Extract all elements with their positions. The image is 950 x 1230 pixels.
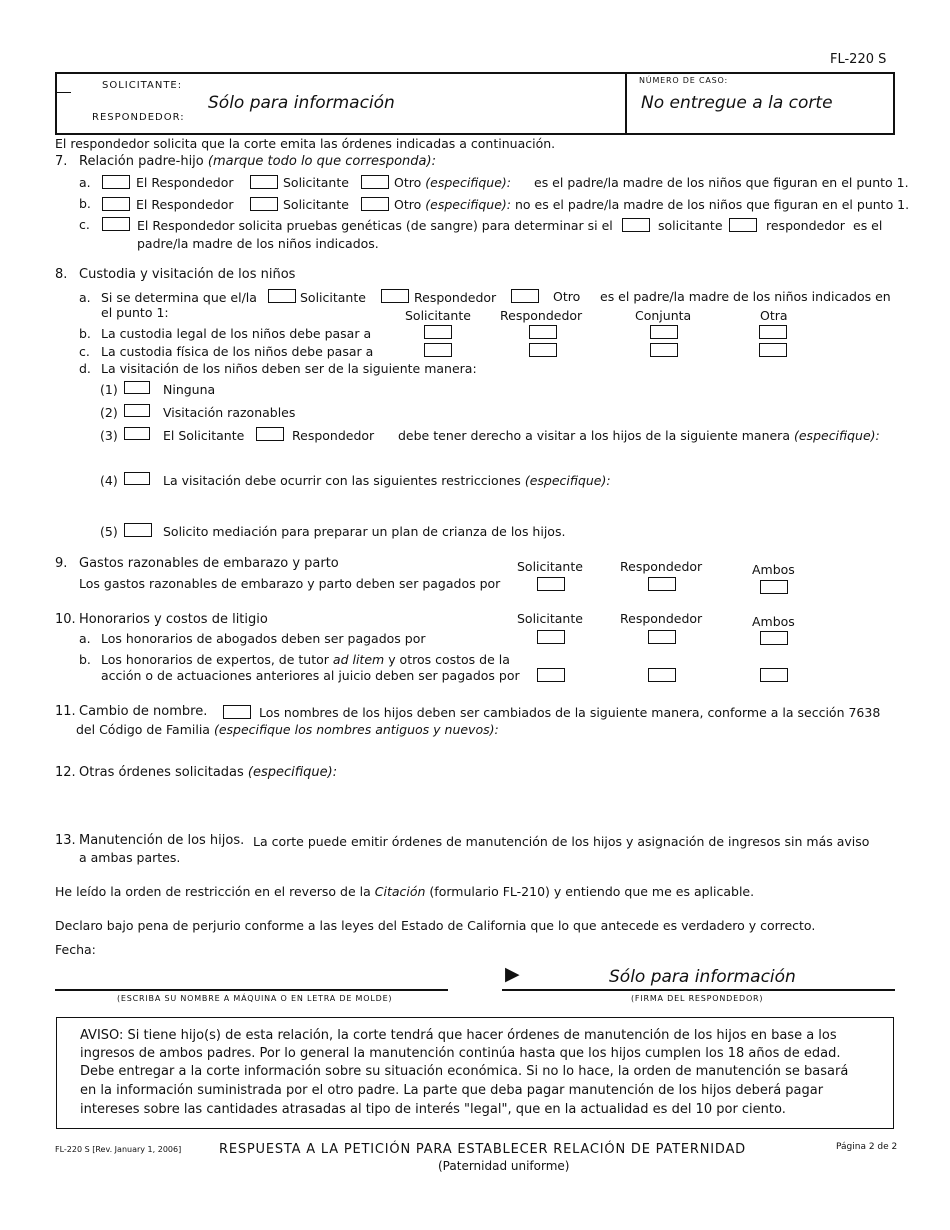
- s8-col-other: Otra: [760, 308, 788, 323]
- s11-text-line2: del Código de Familia (especifique los nombres antiguos y nuevos):: [76, 722, 499, 737]
- s10-number: 10.: [55, 612, 76, 627]
- s8-col-petitioner: Solicitante: [405, 308, 471, 323]
- s8b-text: La custodia legal de los niños debe pasar a: [101, 326, 372, 341]
- s9-col-petitioner: Solicitante: [517, 559, 583, 574]
- s8c-text: La custodia física de los niños debe pasar a: [101, 344, 374, 359]
- s8a-text3: el punto 1:: [101, 305, 169, 320]
- read-statement: He leído la orden de restricción en el reverso de la Citación (formulario FL-210) y entiendo que me es aplicable.: [55, 884, 755, 899]
- s8a-other-checkbox[interactable]: [511, 289, 539, 303]
- s7a-letter: a.: [79, 175, 91, 190]
- s10-col-respondent: Respondedor: [620, 611, 703, 626]
- s8d3-number: (3): [100, 428, 118, 443]
- s7b-other-checkbox[interactable]: [361, 197, 389, 211]
- s8c-letter: c.: [79, 344, 90, 359]
- s8a-text2: es el padre/la madre de los niños indicados en: [600, 289, 891, 304]
- intro-text: El respondedor solicita que la corte emita las órdenes indicadas a continuación.: [55, 136, 556, 151]
- s12-number: 12.: [55, 765, 76, 780]
- s8b-joint-checkbox[interactable]: [650, 325, 678, 339]
- s10-col-both: Ambos: [752, 614, 795, 629]
- s8a-text: Si se determina que el/la: [101, 290, 257, 305]
- notice-line-1: AVISO: Si tiene hijo(s) de esta relación, la corte tendrá que hacer órdenes de manutención de los hijos en base a los: [80, 1028, 837, 1043]
- s11-text: Los nombres de los hijos deben ser cambiados de la siguiente manera, conforme a la sección 7638: [259, 705, 881, 720]
- s7a-petitioner-checkbox[interactable]: [250, 175, 278, 189]
- s8b-petitioner-checkbox[interactable]: [424, 325, 452, 339]
- s10a-text: Los honorarios de abogados deben ser pagados por: [101, 631, 426, 646]
- s7c-letter: c.: [79, 217, 90, 232]
- s7c-petitioner-label: solicitante: [658, 218, 723, 233]
- declaration-text: Declaro bajo pena de perjurio conforme a las leyes del Estado de California que lo que antecede es verdadero y correcto.: [55, 918, 816, 933]
- s7b-petitioner-checkbox[interactable]: [250, 197, 278, 211]
- s10b-respondent-checkbox[interactable]: [648, 668, 676, 682]
- s8d2-text: Visitación razonables: [163, 405, 296, 420]
- petitioner-label: SOLICITANTE:: [102, 80, 183, 91]
- s7c-respondent-label: respondedor: [766, 218, 845, 233]
- s8a-petitioner-label: Solicitante: [300, 290, 366, 305]
- s8-title: Custodia y visitación de los niños: [79, 267, 296, 282]
- notice-line-3: Debe entregar a la corte información sobre su situación económica. Si no lo hace, la orden de manutención se basará: [80, 1064, 849, 1079]
- s7b-text: no es el padre/la madre de los niños que figuran en el punto 1.: [515, 197, 910, 212]
- s9-respondent-checkbox[interactable]: [648, 577, 676, 591]
- s7-number: 7.: [55, 154, 68, 169]
- s13-text: La corte puede emitir órdenes de manutención de los hijos y asignación de ingresos sin más aviso: [253, 834, 870, 849]
- s7c-genetic-test-checkbox[interactable]: [102, 217, 130, 231]
- s9-both-checkbox[interactable]: [760, 580, 788, 594]
- s8d5-text: Solicito mediación para preparar un plan de crianza de los hijos.: [163, 524, 566, 539]
- notice-line-2: ingresos de ambos padres. Por lo general la manutención continúa hasta que los hijos cumplen los 18 años de edad.: [80, 1046, 841, 1061]
- s7c-text-line2: padre/la madre de los niños indicados.: [137, 236, 379, 251]
- case-number-label: NÚMERO DE CASO:: [639, 76, 728, 85]
- s8d3-petitioner-checkbox[interactable]: [124, 427, 150, 440]
- s7c-petitioner-checkbox[interactable]: [622, 218, 650, 232]
- date-label: Fecha:: [55, 942, 96, 957]
- s8c-petitioner-checkbox[interactable]: [424, 343, 452, 357]
- s8c-joint-checkbox[interactable]: [650, 343, 678, 357]
- s8d-text: La visitación de los niños deben ser de la siguiente manera:: [101, 361, 477, 376]
- s7b-respondent-label: El Respondedor: [136, 197, 234, 212]
- footer-form-rev: FL-220 S [Rev. January 1, 2006]: [55, 1145, 182, 1154]
- caption-divider: [625, 72, 627, 135]
- s10a-petitioner-checkbox[interactable]: [537, 630, 565, 644]
- s10a-both-checkbox[interactable]: [760, 631, 788, 645]
- s7a-other-checkbox[interactable]: [361, 175, 389, 189]
- s7a-respondent-checkbox[interactable]: [102, 175, 130, 189]
- s7b-letter: b.: [79, 196, 91, 211]
- s9-text: Los gastos razonables de embarazo y parto deben ser pagados por: [79, 576, 501, 591]
- name-caption: (ESCRIBA SU NOMBRE A MÁQUINA O EN LETRA DE MOLDE): [117, 994, 393, 1003]
- arrow-icon: ▶: [505, 963, 520, 985]
- s10a-respondent-checkbox[interactable]: [648, 630, 676, 644]
- s7c-text-end: es el: [853, 218, 883, 233]
- s10b-letter: b.: [79, 652, 91, 667]
- respondent-label: RESPONDEDOR:: [92, 112, 185, 123]
- s8-col-respondent: Respondedor: [500, 308, 583, 323]
- s9-col-respondent: Respondedor: [620, 559, 703, 574]
- s8d1-text: Ninguna: [163, 382, 216, 397]
- s7c-text: El Respondedor solicita pruebas genéticas (de sangre) para determinar si el: [137, 218, 613, 233]
- s8d-letter: d.: [79, 361, 91, 376]
- footer-subtitle: (Paternidad uniforme): [438, 1159, 570, 1173]
- s8c-other-checkbox[interactable]: [759, 343, 787, 357]
- s7a-respondent-label: El Respondedor: [136, 175, 234, 190]
- s7a-text: es el padre/la madre de los niños que figuran en el punto 1.: [534, 175, 909, 190]
- notice-line-4: en la información suministrada por el otro padre. La parte que deba pagar manutención de los hijos deberá pagar: [80, 1083, 824, 1098]
- s8c-respondent-checkbox[interactable]: [529, 343, 557, 357]
- s11-number: 11.: [55, 704, 76, 719]
- s8a-other-label: Otro: [553, 289, 581, 304]
- signature-field[interactable]: Sólo para información: [609, 967, 796, 987]
- name-line: [55, 989, 448, 991]
- s8d4-number: (4): [100, 473, 118, 488]
- s8-number: 8.: [55, 267, 68, 282]
- party-name-field[interactable]: Sólo para información: [208, 93, 395, 113]
- s8b-respondent-checkbox[interactable]: [529, 325, 557, 339]
- s8d5-number: (5): [100, 524, 118, 539]
- s13-number: 13.: [55, 833, 76, 848]
- s8d3-respondent-label: Respondedor: [292, 428, 375, 443]
- signature-caption: (FIRMA DEL RESPONDEDOR): [631, 994, 764, 1003]
- s7a-other-label: Otro (especifique):: [394, 175, 512, 190]
- s9-title: Gastos razonables de embarazo y parto: [79, 556, 339, 571]
- s10-col-petitioner: Solicitante: [517, 611, 583, 626]
- s8d2-number: (2): [100, 405, 118, 420]
- s7c-respondent-checkbox[interactable]: [729, 218, 757, 232]
- s8d2-reasonable-checkbox[interactable]: [124, 404, 150, 417]
- footer-page-number: Página 2 de 2: [836, 1142, 898, 1152]
- s13-text-line2: a ambas partes.: [79, 850, 181, 865]
- s7-title: Relación padre-hijo (marque todo lo que corresponda):: [79, 154, 436, 169]
- case-number-field[interactable]: No entregue a la corte: [641, 93, 833, 113]
- s11-name-change-checkbox[interactable]: [223, 705, 251, 719]
- s8d1-number: (1): [100, 382, 118, 397]
- caption-tick: [57, 92, 71, 93]
- s8d4-restrictions-checkbox[interactable]: [124, 472, 150, 485]
- s7b-respondent-checkbox[interactable]: [102, 197, 130, 211]
- s8d4-text: La visitación debe ocurrir con las siguientes restricciones (especifique):: [163, 473, 611, 488]
- s12-title: Otras órdenes solicitadas (especifique):: [79, 765, 338, 780]
- signature-line: [502, 989, 895, 991]
- s10b-text-line2: acción o de actuaciones anteriores al juicio deben ser pagados por: [101, 668, 520, 683]
- s8d5-mediation-checkbox[interactable]: [124, 523, 152, 537]
- s11-title: Cambio de nombre.: [79, 704, 208, 719]
- s7a-petitioner-label: Solicitante: [283, 175, 349, 190]
- s10b-text: Los honorarios de expertos, de tutor ad litem y otros costos de la: [101, 652, 510, 667]
- s10b-both-checkbox[interactable]: [760, 668, 788, 682]
- s9-col-both: Ambos: [752, 562, 795, 577]
- notice-line-5: intereses sobre las cantidades atrasadas al tipo de interés "legal", que en la actualidad es del 10 por ciento.: [80, 1102, 786, 1117]
- s8a-petitioner-checkbox[interactable]: [268, 289, 296, 303]
- s13-title: Manutención de los hijos.: [79, 833, 245, 848]
- s10-title: Honorarios y costos de litigio: [79, 612, 268, 627]
- s8-col-joint: Conjunta: [635, 308, 692, 323]
- s7b-other-label: Otro (especifique):: [394, 197, 512, 212]
- s8d3-text: debe tener derecho a visitar a los hijos de la siguiente manera (especifique):: [398, 428, 880, 443]
- s8d3-petitioner-label: El Solicitante: [163, 428, 245, 443]
- s8a-respondent-label: Respondedor: [414, 290, 497, 305]
- s10a-letter: a.: [79, 631, 91, 646]
- s9-number: 9.: [55, 556, 68, 571]
- s8d3-respondent-checkbox[interactable]: [256, 427, 284, 441]
- s10b-petitioner-checkbox[interactable]: [537, 668, 565, 682]
- s8b-other-checkbox[interactable]: [759, 325, 787, 339]
- s8b-letter: b.: [79, 326, 91, 341]
- s9-petitioner-checkbox[interactable]: [537, 577, 565, 591]
- s7b-petitioner-label: Solicitante: [283, 197, 349, 212]
- s8d1-none-checkbox[interactable]: [124, 381, 150, 394]
- s8a-letter: a.: [79, 290, 91, 305]
- form-number-top: FL-220 S: [830, 52, 887, 67]
- footer-title: RESPUESTA A LA PETICIÓN PARA ESTABLECER RELACIÓN DE PATERNIDAD: [219, 1142, 746, 1157]
- s8a-respondent-checkbox[interactable]: [381, 289, 409, 303]
